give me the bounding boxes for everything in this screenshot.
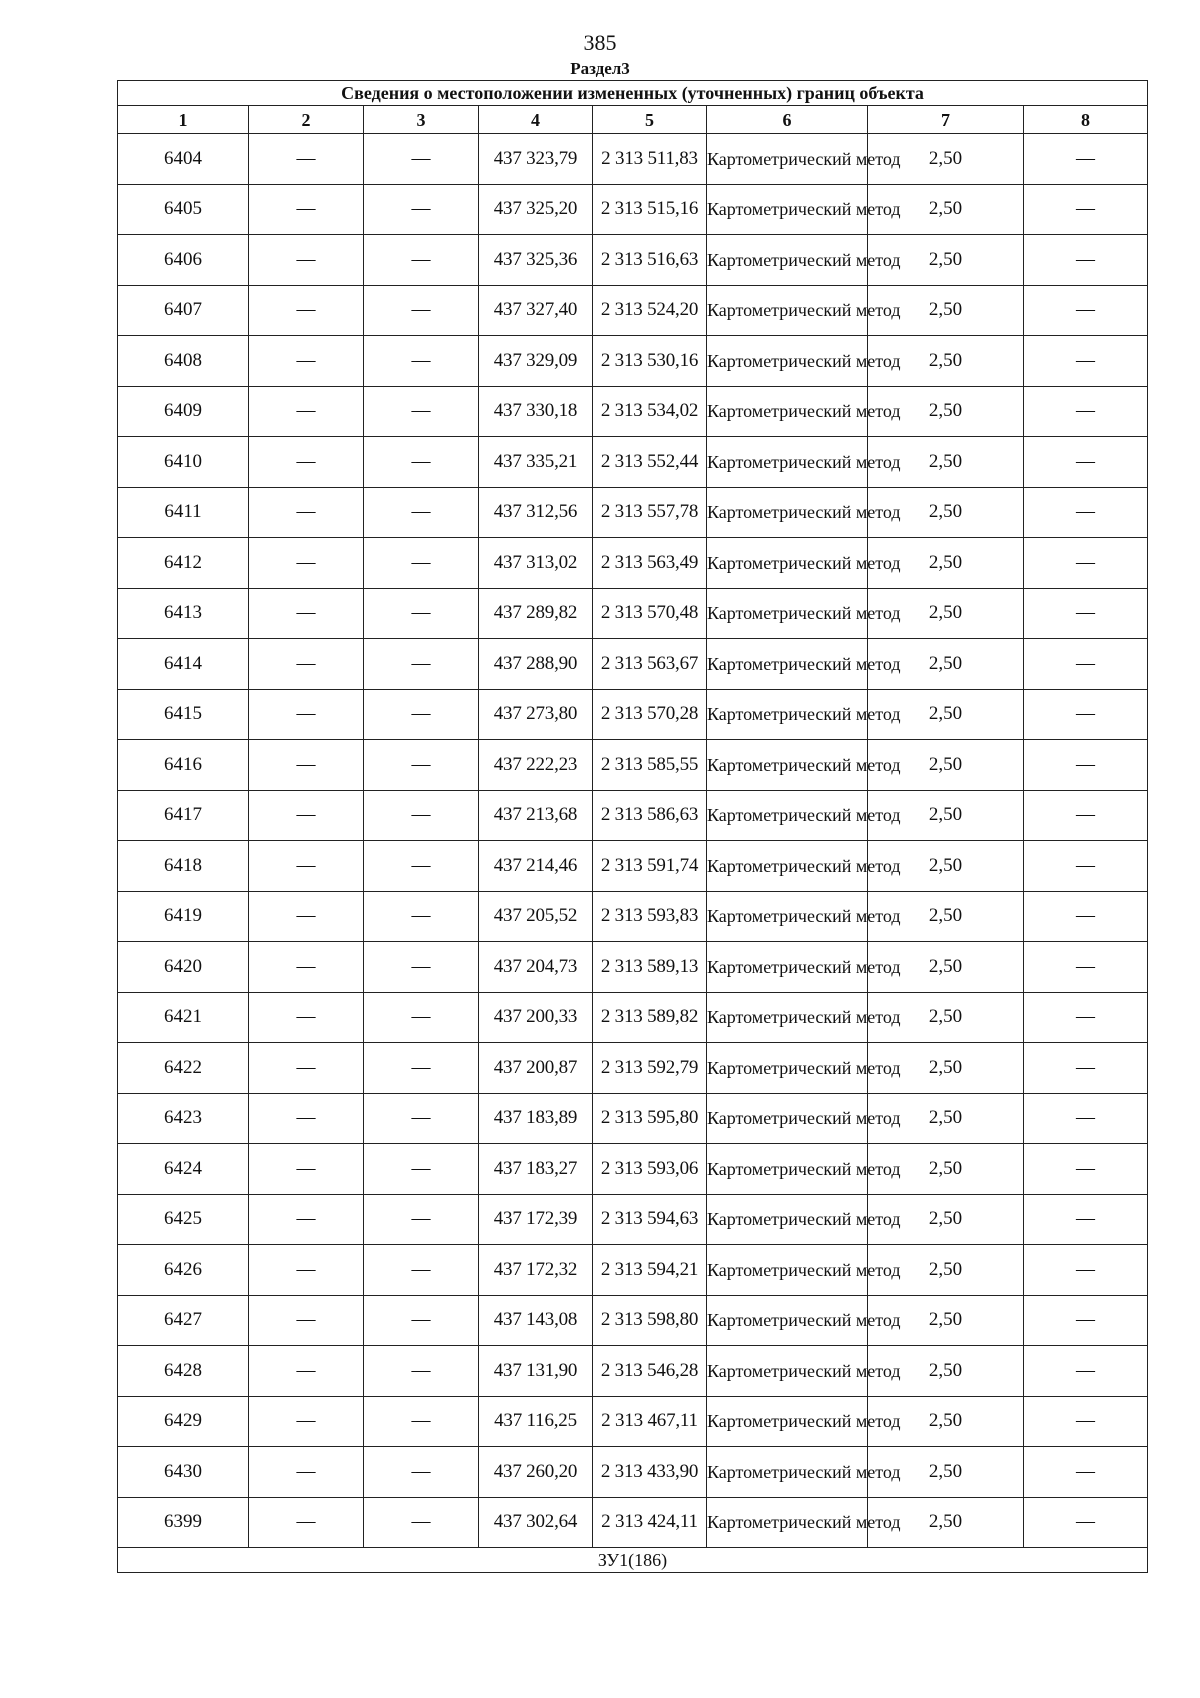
x-coordinate-cell: 437 327,40 <box>479 285 593 336</box>
y-coordinate-cell: 2 313 467,11 <box>593 1396 707 1447</box>
point-number-cell: 6430 <box>118 1447 249 1498</box>
point-number-cell: 6425 <box>118 1194 249 1245</box>
x-coordinate-cell: 437 143,08 <box>479 1295 593 1346</box>
col8-cell: — <box>1024 538 1148 589</box>
table-row <box>118 285 1148 336</box>
table-row <box>118 1346 1148 1397</box>
point-number-cell: 6418 <box>118 841 249 892</box>
column-header: 7 <box>868 106 1024 134</box>
col2-cell: — <box>249 1194 364 1245</box>
method-cell: Картометрический метод <box>707 1043 868 1094</box>
col2-cell: — <box>249 740 364 791</box>
y-coordinate-cell: 2 313 515,16 <box>593 184 707 235</box>
method-cell: Картометрический метод <box>707 437 868 488</box>
y-coordinate-cell: 2 313 511,83 <box>593 134 707 185</box>
accuracy-cell: 2,50 <box>868 1245 1024 1296</box>
x-coordinate-cell: 437 312,56 <box>479 487 593 538</box>
point-number-cell: 6429 <box>118 1396 249 1447</box>
col8-cell: — <box>1024 1396 1148 1447</box>
table-row <box>118 1447 1148 1498</box>
method-cell: Картометрический метод <box>707 134 868 185</box>
table-row <box>118 841 1148 892</box>
method-cell: Картометрический метод <box>707 790 868 841</box>
accuracy-cell: 2,50 <box>868 841 1024 892</box>
x-coordinate-cell: 437 116,25 <box>479 1396 593 1447</box>
accuracy-cell: 2,50 <box>868 639 1024 690</box>
col8-cell: — <box>1024 639 1148 690</box>
col3-cell: — <box>364 1447 479 1498</box>
table-row <box>118 942 1148 993</box>
point-number-cell: 6407 <box>118 285 249 336</box>
col3-cell: — <box>364 1396 479 1447</box>
col2-cell: — <box>249 336 364 387</box>
point-number-cell: 6428 <box>118 1346 249 1397</box>
table-row <box>118 134 1148 185</box>
col2-cell: — <box>249 184 364 235</box>
accuracy-cell: 2,50 <box>868 487 1024 538</box>
accuracy-cell: 2,50 <box>868 588 1024 639</box>
table-row <box>118 184 1148 235</box>
y-coordinate-cell: 2 313 516,63 <box>593 235 707 286</box>
point-number-cell: 6421 <box>118 992 249 1043</box>
method-cell: Картометрический метод <box>707 285 868 336</box>
method-cell: Картометрический метод <box>707 184 868 235</box>
table-row <box>118 437 1148 488</box>
point-number-cell: 6410 <box>118 437 249 488</box>
col8-cell: — <box>1024 1144 1148 1195</box>
table-caption: Сведения о местоположении измененных (уточненных) границ объекта <box>118 81 1148 106</box>
accuracy-cell: 2,50 <box>868 1144 1024 1195</box>
y-coordinate-cell: 2 313 570,48 <box>593 588 707 639</box>
point-number-cell: 6413 <box>118 588 249 639</box>
accuracy-cell: 2,50 <box>868 184 1024 235</box>
point-number-cell: 6426 <box>118 1245 249 1296</box>
accuracy-cell: 2,50 <box>868 1346 1024 1397</box>
accuracy-cell: 2,50 <box>868 891 1024 942</box>
table-row <box>118 1396 1148 1447</box>
method-cell: Картометрический метод <box>707 891 868 942</box>
col8-cell: — <box>1024 891 1148 942</box>
method-cell: Картометрический метод <box>707 639 868 690</box>
table-row <box>118 487 1148 538</box>
table-row <box>118 740 1148 791</box>
table-row <box>118 538 1148 589</box>
y-coordinate-cell: 2 313 594,63 <box>593 1194 707 1245</box>
accuracy-cell: 2,50 <box>868 942 1024 993</box>
x-coordinate-cell: 437 260,20 <box>479 1447 593 1498</box>
col8-cell: — <box>1024 235 1148 286</box>
method-cell: Картометрический метод <box>707 235 868 286</box>
col2-cell: — <box>249 487 364 538</box>
col2-cell: — <box>249 134 364 185</box>
col8-cell: — <box>1024 1194 1148 1245</box>
point-number-cell: 6420 <box>118 942 249 993</box>
col3-cell: — <box>364 790 479 841</box>
accuracy-cell: 2,50 <box>868 740 1024 791</box>
col8-cell: — <box>1024 386 1148 437</box>
table-row <box>118 639 1148 690</box>
col2-cell: — <box>249 285 364 336</box>
col2-cell: — <box>249 639 364 690</box>
y-coordinate-cell: 2 313 530,16 <box>593 336 707 387</box>
x-coordinate-cell: 437 213,68 <box>479 790 593 841</box>
method-cell: Картометрический метод <box>707 1245 868 1296</box>
col3-cell: — <box>364 487 479 538</box>
x-coordinate-cell: 437 200,33 <box>479 992 593 1043</box>
point-number-cell: 6423 <box>118 1093 249 1144</box>
x-coordinate-cell: 437 172,32 <box>479 1245 593 1296</box>
point-number-cell: 6424 <box>118 1144 249 1195</box>
table-row <box>118 1093 1148 1144</box>
point-number-cell: 6404 <box>118 134 249 185</box>
method-cell: Картометрический метод <box>707 487 868 538</box>
col2-cell: — <box>249 1245 364 1296</box>
column-header: 6 <box>707 106 868 134</box>
col3-cell: — <box>364 588 479 639</box>
col8-cell: — <box>1024 588 1148 639</box>
col2-cell: — <box>249 689 364 740</box>
point-number-cell: 6414 <box>118 639 249 690</box>
point-number-cell: 6406 <box>118 235 249 286</box>
y-coordinate-cell: 2 313 424,11 <box>593 1497 707 1548</box>
x-coordinate-cell: 437 205,52 <box>479 891 593 942</box>
col8-cell: — <box>1024 1447 1148 1498</box>
col2-cell: — <box>249 1346 364 1397</box>
table-row <box>118 891 1148 942</box>
point-number-cell: 6419 <box>118 891 249 942</box>
y-coordinate-cell: 2 313 595,80 <box>593 1093 707 1144</box>
col3-cell: — <box>364 1194 479 1245</box>
method-cell: Картометрический метод <box>707 538 868 589</box>
col3-cell: — <box>364 235 479 286</box>
method-cell: Картометрический метод <box>707 1093 868 1144</box>
accuracy-cell: 2,50 <box>868 790 1024 841</box>
table-row <box>118 588 1148 639</box>
column-header: 1 <box>118 106 249 134</box>
x-coordinate-cell: 437 288,90 <box>479 639 593 690</box>
method-cell: Картометрический метод <box>707 942 868 993</box>
col3-cell: — <box>364 1144 479 1195</box>
y-coordinate-cell: 2 313 593,06 <box>593 1144 707 1195</box>
x-coordinate-cell: 437 183,89 <box>479 1093 593 1144</box>
x-coordinate-cell: 437 273,80 <box>479 689 593 740</box>
col3-cell: — <box>364 437 479 488</box>
y-coordinate-cell: 2 313 534,02 <box>593 386 707 437</box>
x-coordinate-cell: 437 325,36 <box>479 235 593 286</box>
col3-cell: — <box>364 992 479 1043</box>
table-row <box>118 1497 1148 1548</box>
col3-cell: — <box>364 1346 479 1397</box>
section-title: Раздел3 <box>570 59 630 78</box>
x-coordinate-cell: 437 222,23 <box>479 740 593 791</box>
table-row <box>118 1194 1148 1245</box>
x-coordinate-cell: 437 335,21 <box>479 437 593 488</box>
x-coordinate-cell: 437 200,87 <box>479 1043 593 1094</box>
method-cell: Картометрический метод <box>707 386 868 437</box>
table-row <box>118 1295 1148 1346</box>
point-number-cell: 6427 <box>118 1295 249 1346</box>
y-coordinate-cell: 2 313 546,28 <box>593 1346 707 1397</box>
col8-cell: — <box>1024 1497 1148 1548</box>
col2-cell: — <box>249 1093 364 1144</box>
accuracy-cell: 2,50 <box>868 1447 1024 1498</box>
col2-cell: — <box>249 588 364 639</box>
col3-cell: — <box>364 1245 479 1296</box>
col3-cell: — <box>364 841 479 892</box>
col8-cell: — <box>1024 1043 1148 1094</box>
col2-cell: — <box>249 891 364 942</box>
accuracy-cell: 2,50 <box>868 1043 1024 1094</box>
x-coordinate-cell: 437 131,90 <box>479 1346 593 1397</box>
col2-cell: — <box>249 1396 364 1447</box>
y-coordinate-cell: 2 313 433,90 <box>593 1447 707 1498</box>
table-row <box>118 336 1148 387</box>
y-coordinate-cell: 2 313 589,82 <box>593 992 707 1043</box>
col3-cell: — <box>364 336 479 387</box>
accuracy-cell: 2,50 <box>868 992 1024 1043</box>
method-cell: Картометрический метод <box>707 689 868 740</box>
col2-cell: — <box>249 1295 364 1346</box>
table-row <box>118 790 1148 841</box>
method-cell: Картометрический метод <box>707 1447 868 1498</box>
column-header-row <box>118 106 1148 134</box>
col8-cell: — <box>1024 841 1148 892</box>
method-cell: Картометрический метод <box>707 1497 868 1548</box>
point-number-cell: 6405 <box>118 184 249 235</box>
col8-cell: — <box>1024 437 1148 488</box>
method-cell: Картометрический метод <box>707 1295 868 1346</box>
col8-cell: — <box>1024 184 1148 235</box>
table-row <box>118 386 1148 437</box>
y-coordinate-cell: 2 313 586,63 <box>593 790 707 841</box>
y-coordinate-cell: 2 313 593,83 <box>593 891 707 942</box>
col8-cell: — <box>1024 790 1148 841</box>
accuracy-cell: 2,50 <box>868 1093 1024 1144</box>
y-coordinate-cell: 2 313 598,80 <box>593 1295 707 1346</box>
col8-cell: — <box>1024 1245 1148 1296</box>
table-body <box>118 134 1148 1548</box>
accuracy-cell: 2,50 <box>868 285 1024 336</box>
x-coordinate-cell: 437 289,82 <box>479 588 593 639</box>
col8-cell: — <box>1024 1295 1148 1346</box>
col8-cell: — <box>1024 134 1148 185</box>
page-number: 385 <box>583 30 617 55</box>
accuracy-cell: 2,50 <box>868 689 1024 740</box>
y-coordinate-cell: 2 313 592,79 <box>593 1043 707 1094</box>
y-coordinate-cell: 2 313 594,21 <box>593 1245 707 1296</box>
y-coordinate-cell: 2 313 585,55 <box>593 740 707 791</box>
col3-cell: — <box>364 134 479 185</box>
col2-cell: — <box>249 1497 364 1548</box>
point-number-cell: 6399 <box>118 1497 249 1548</box>
table-footer-label: ЗУ1(186) <box>118 1548 1148 1573</box>
y-coordinate-cell: 2 313 563,67 <box>593 639 707 690</box>
x-coordinate-cell: 437 172,39 <box>479 1194 593 1245</box>
y-coordinate-cell: 2 313 589,13 <box>593 942 707 993</box>
col3-cell: — <box>364 285 479 336</box>
col8-cell: — <box>1024 336 1148 387</box>
column-header: 3 <box>364 106 479 134</box>
x-coordinate-cell: 437 214,46 <box>479 841 593 892</box>
col8-cell: — <box>1024 942 1148 993</box>
accuracy-cell: 2,50 <box>868 437 1024 488</box>
col2-cell: — <box>249 235 364 286</box>
col3-cell: — <box>364 891 479 942</box>
y-coordinate-cell: 2 313 570,28 <box>593 689 707 740</box>
table-row <box>118 689 1148 740</box>
accuracy-cell: 2,50 <box>868 1497 1024 1548</box>
col8-cell: — <box>1024 689 1148 740</box>
col2-cell: — <box>249 386 364 437</box>
col3-cell: — <box>364 1093 479 1144</box>
accuracy-cell: 2,50 <box>868 386 1024 437</box>
col8-cell: — <box>1024 1346 1148 1397</box>
accuracy-cell: 2,50 <box>868 1194 1024 1245</box>
accuracy-cell: 2,50 <box>868 1396 1024 1447</box>
column-header: 8 <box>1024 106 1148 134</box>
col3-cell: — <box>364 386 479 437</box>
col8-cell: — <box>1024 285 1148 336</box>
col3-cell: — <box>364 1497 479 1548</box>
col3-cell: — <box>364 740 479 791</box>
coordinates-table <box>117 80 1148 1573</box>
accuracy-cell: 2,50 <box>868 134 1024 185</box>
accuracy-cell: 2,50 <box>868 1295 1024 1346</box>
x-coordinate-cell: 437 329,09 <box>479 336 593 387</box>
y-coordinate-cell: 2 313 557,78 <box>593 487 707 538</box>
x-coordinate-cell: 437 330,18 <box>479 386 593 437</box>
accuracy-cell: 2,50 <box>868 235 1024 286</box>
col2-cell: — <box>249 942 364 993</box>
col8-cell: — <box>1024 1093 1148 1144</box>
table-footer-row <box>118 1548 1148 1573</box>
col2-cell: — <box>249 1043 364 1094</box>
table-row <box>118 1043 1148 1094</box>
x-coordinate-cell: 437 323,79 <box>479 134 593 185</box>
point-number-cell: 6411 <box>118 487 249 538</box>
accuracy-cell: 2,50 <box>868 538 1024 589</box>
method-cell: Картометрический метод <box>707 1346 868 1397</box>
col2-cell: — <box>249 1447 364 1498</box>
col3-cell: — <box>364 184 479 235</box>
column-header: 4 <box>479 106 593 134</box>
y-coordinate-cell: 2 313 563,49 <box>593 538 707 589</box>
table-row <box>118 1245 1148 1296</box>
table-row <box>118 1144 1148 1195</box>
y-coordinate-cell: 2 313 524,20 <box>593 285 707 336</box>
x-coordinate-cell: 437 302,64 <box>479 1497 593 1548</box>
table-row <box>118 992 1148 1043</box>
point-number-cell: 6409 <box>118 386 249 437</box>
col8-cell: — <box>1024 992 1148 1043</box>
col2-cell: — <box>249 790 364 841</box>
method-cell: Картометрический метод <box>707 992 868 1043</box>
x-coordinate-cell: 437 204,73 <box>479 942 593 993</box>
col2-cell: — <box>249 992 364 1043</box>
col3-cell: — <box>364 1043 479 1094</box>
col3-cell: — <box>364 942 479 993</box>
column-header: 2 <box>249 106 364 134</box>
column-header: 5 <box>593 106 707 134</box>
y-coordinate-cell: 2 313 552,44 <box>593 437 707 488</box>
x-coordinate-cell: 437 183,27 <box>479 1144 593 1195</box>
col2-cell: — <box>249 538 364 589</box>
method-cell: Картометрический метод <box>707 1194 868 1245</box>
point-number-cell: 6408 <box>118 336 249 387</box>
method-cell: Картометрический метод <box>707 1144 868 1195</box>
col3-cell: — <box>364 1295 479 1346</box>
point-number-cell: 6417 <box>118 790 249 841</box>
table-caption-row <box>118 81 1148 106</box>
method-cell: Картометрический метод <box>707 588 868 639</box>
col8-cell: — <box>1024 740 1148 791</box>
point-number-cell: 6415 <box>118 689 249 740</box>
col3-cell: — <box>364 639 479 690</box>
method-cell: Картометрический метод <box>707 841 868 892</box>
point-number-cell: 6416 <box>118 740 249 791</box>
method-cell: Картометрический метод <box>707 740 868 791</box>
point-number-cell: 6422 <box>118 1043 249 1094</box>
col3-cell: — <box>364 689 479 740</box>
x-coordinate-cell: 437 325,20 <box>479 184 593 235</box>
col2-cell: — <box>249 437 364 488</box>
accuracy-cell: 2,50 <box>868 336 1024 387</box>
method-cell: Картометрический метод <box>707 336 868 387</box>
col2-cell: — <box>249 841 364 892</box>
point-number-cell: 6412 <box>118 538 249 589</box>
col3-cell: — <box>364 538 479 589</box>
method-cell: Картометрический метод <box>707 1396 868 1447</box>
table-row <box>118 235 1148 286</box>
col2-cell: — <box>249 1144 364 1195</box>
y-coordinate-cell: 2 313 591,74 <box>593 841 707 892</box>
col8-cell: — <box>1024 487 1148 538</box>
x-coordinate-cell: 437 313,02 <box>479 538 593 589</box>
